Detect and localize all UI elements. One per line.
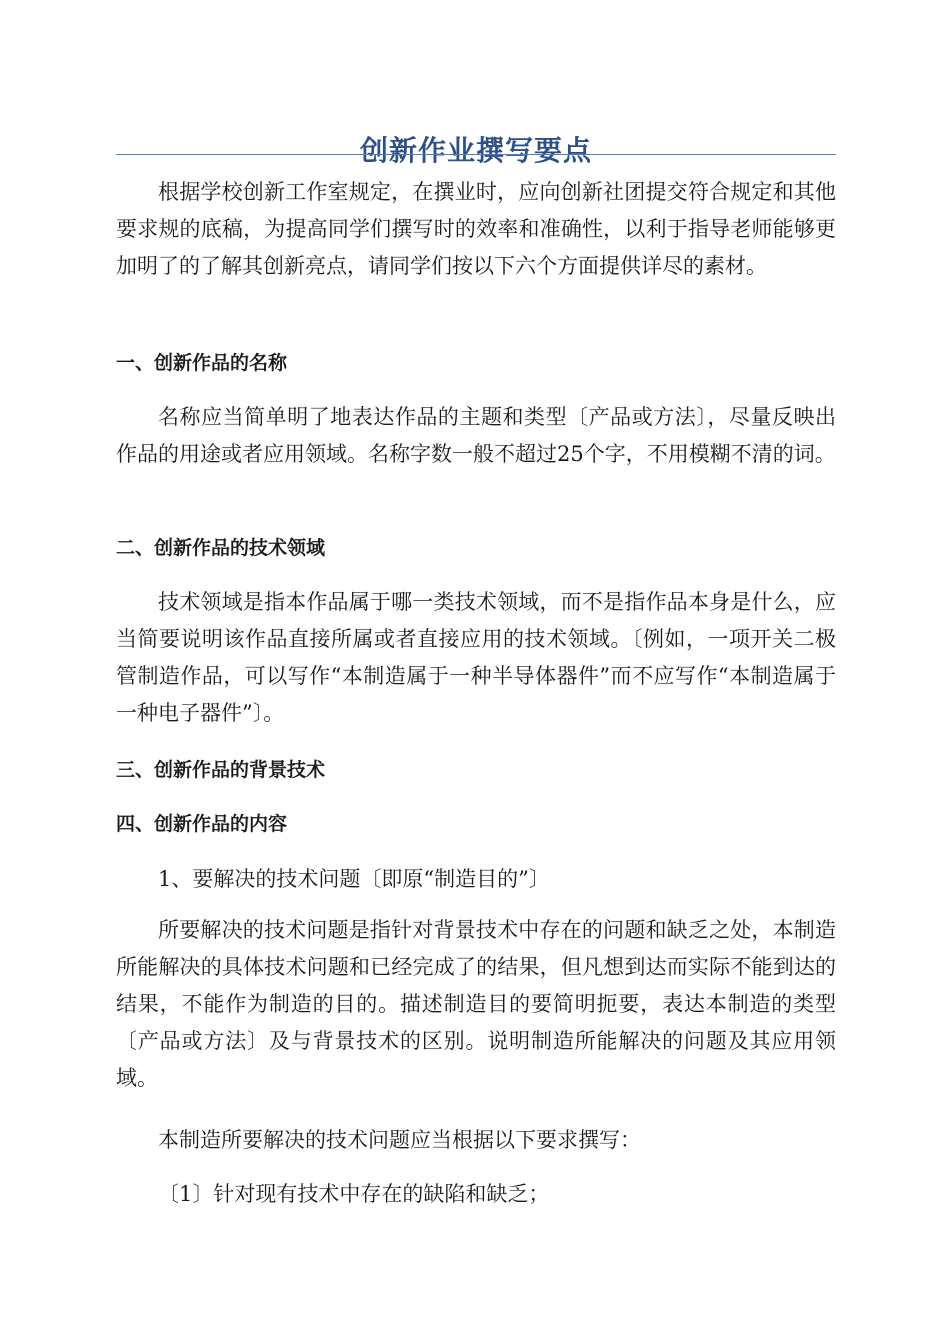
document-title: 创新作业撰写要点	[359, 133, 592, 167]
section-body-tech-field: 技术领域是指本作品属于哪一类技术领域，而不是指作品本身是什么，应当简要说明该作品直接所属或者直接应用的技术领域。〔例如，一项开关二极管制造作品，可以写作“本制造属于一种半导体器件”而不应写作“本制造属于一种电子器件”〕。	[116, 590, 836, 725]
requirement-item-1: 〔1〕针对现有技术中存在的缺陷和缺乏；	[158, 1182, 550, 1206]
subsection-heading-problem: 1、要解决的技术问题〔即原“制造目的”〕	[158, 867, 550, 891]
section-heading-background: 三、创新作品的背景技术	[116, 759, 326, 781]
section-heading-tech-field: 二、创新作品的技术领域	[116, 537, 326, 559]
intro-paragraph: 根据学校创新工作室规定，在撰业时，应向创新社团提交符合规定和其他要求规的底稿，为提高同学们撰写时的效率和准确性，以利于指导老师能够更加明了的了解其创新亮点，请同学们按以下六个方面提供详尽的素材。	[116, 180, 836, 278]
section-body-problem: 所要解决的技术问题是指针对背景技术中存在的问题和缺乏之处，本制造所能解决的具体技术问题和已经完成了的结果，但凡想到达而实际不能到达的结果，不能作为制造的目的。描述制造目的要简明扼要，表达本制造的类型〔产品或方法〕及与背景技术的区别。说明制造所能解决的问题及其应用领域。	[116, 918, 836, 1090]
section-heading-content: 四、创新作品的内容	[116, 813, 288, 835]
section-body-name: 名称应当简单明了地表达作品的主题和类型〔产品或方法〕，尽量反映出作品的用途或者应用领域。名称字数一般不超过25个字，不用模糊不清的词。	[116, 405, 836, 466]
section-heading-name: 一、创新作品的名称	[116, 352, 288, 374]
requirement-intro: 本制造所要解决的技术问题应当根据以下要求撰写：	[158, 1128, 641, 1152]
title-underline	[116, 154, 836, 155]
